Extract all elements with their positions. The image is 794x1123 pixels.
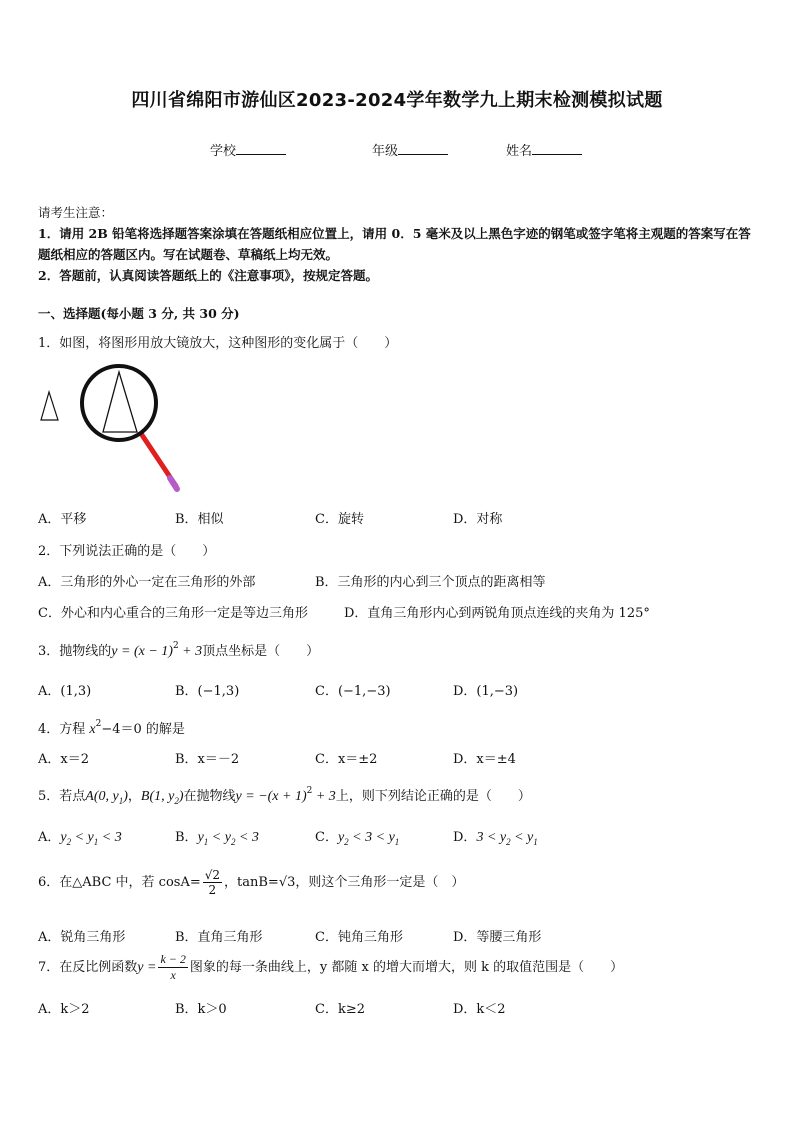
question-2-stem: 2．下列说法正确的是（ ）: [38, 544, 216, 559]
option-b[interactable]: B．三角形的内心到三个顶点的距离相等: [315, 575, 546, 590]
option-b[interactable]: B．$y_1 < y_2 < 3$: [175, 830, 259, 847]
option-c[interactable]: C．$y_2 < 3 < y_1$: [315, 830, 400, 847]
option-c[interactable]: C．(−1,−3): [315, 684, 391, 699]
option-d[interactable]: D．$3 < y_2 < y_1$: [453, 830, 538, 847]
question-6-options: [38, 926, 760, 946]
option-d[interactable]: D．(1,−3): [453, 684, 519, 699]
exam-notes: [38, 202, 760, 286]
question-2-options-row-2: [38, 602, 760, 622]
question-7-options: [38, 998, 760, 1018]
option-a[interactable]: A．x＝2: [38, 752, 89, 767]
option-d[interactable]: D．k＜2: [453, 1002, 506, 1017]
option-c[interactable]: C．旋转: [315, 512, 364, 527]
notes-header: 请考生注意：: [38, 205, 114, 220]
option-b[interactable]: B．(−1,3): [175, 684, 240, 699]
option-c[interactable]: C．外心和内心重合的三角形一定是等边三角形: [38, 606, 308, 621]
option-d[interactable]: D．对称: [453, 512, 503, 527]
name-field: 姓名: [506, 140, 582, 159]
option-b[interactable]: B．x＝－2: [175, 752, 240, 767]
option-b[interactable]: B．直角三角形: [175, 930, 263, 945]
option-a[interactable]: A．(1,3): [38, 684, 92, 699]
section-title: 一、选择题(每小题 3 分, 共 30 分): [38, 306, 240, 321]
grade-field: 年级: [372, 140, 448, 159]
question-3-options: [38, 680, 760, 700]
option-b[interactable]: B．相似: [175, 512, 224, 527]
option-d[interactable]: D．等腰三角形: [453, 930, 542, 945]
school-field: 学校: [210, 140, 286, 159]
question-6-stem: 6．在△ABC 中，若 cosA= $\frac{√2}{2}$ ，tanB=√3，则这个三角形一定是（ ）: [38, 868, 465, 897]
magnifier-figure: [36, 362, 196, 502]
magnifier-lens: [82, 366, 156, 440]
option-a[interactable]: A．三角形的外心一定在三角形的外部: [38, 575, 256, 590]
option-d[interactable]: D．x＝±4: [453, 752, 516, 767]
option-b[interactable]: B．k＞0: [175, 1002, 227, 1017]
exam-title: 四川省绵阳市游仙区2023-2024学年数学九上期末检测模拟试题: [131, 90, 663, 111]
question-5-options: [38, 826, 760, 846]
question-2-options-row-1: [38, 571, 760, 591]
small-triangle-icon: [41, 392, 58, 420]
fraction: $\frac{k - 2}{x}$: [160, 952, 186, 982]
question-1-stem: 1．如图，将图形用放大镜放大，这种图形的变化属于（ ）: [38, 336, 398, 351]
option-a[interactable]: A．$y_2 < y_1 < 3$: [38, 830, 122, 847]
question-4-stem: 4．方程 $x^2-4=0$ 的解是: [38, 719, 185, 737]
notes-item-1: 1．请用 2B 铅笔将选择题答案涂填在答题纸相应位置上，请用 0．5 毫米及以上黑色字迹的钢笔或签字笔将主观题的答案写在答题纸相应的答题区内。写在试题卷、草稿纸上均无效。: [38, 226, 751, 262]
question-5-stem: 5．若点A(0, $y_1$)，B(1, $y_2$)在抛物线$y = -(x + 1)^2 + 3$上，则下列结论正确的是（ ）: [38, 786, 531, 806]
question-7-stem: 7．在反比例函数y = $\frac{k - 2}{x}$ 图象的每一条曲线上，y 都随 x 的增大而增大，则 k 的取值范围是（ ）: [38, 952, 624, 982]
notes-item-2: 2．答题前，认真阅读答题纸上的《注意事项》，按规定答题。: [38, 268, 378, 283]
option-a[interactable]: A．平移: [38, 512, 87, 527]
option-c[interactable]: C．x＝±2: [315, 752, 378, 767]
option-c[interactable]: C．k≥2: [315, 1002, 365, 1017]
question-4-options: [38, 748, 760, 768]
question-3-stem: 3．抛物线的$y = (x - 1)^2 + 3$顶点坐标是（ ）: [38, 641, 320, 659]
option-a[interactable]: A．锐角三角形: [38, 930, 126, 945]
option-d[interactable]: D．直角三角形内心到两锐角顶点连线的夹角为 125°: [344, 606, 650, 621]
question-1-options: [38, 508, 760, 528]
fraction: $\frac{√2}{2}$: [204, 868, 221, 897]
option-a[interactable]: A．k＞2: [38, 1002, 90, 1017]
option-c[interactable]: C．钝角三角形: [315, 930, 403, 945]
magnifier-handle-tip: [170, 478, 177, 489]
